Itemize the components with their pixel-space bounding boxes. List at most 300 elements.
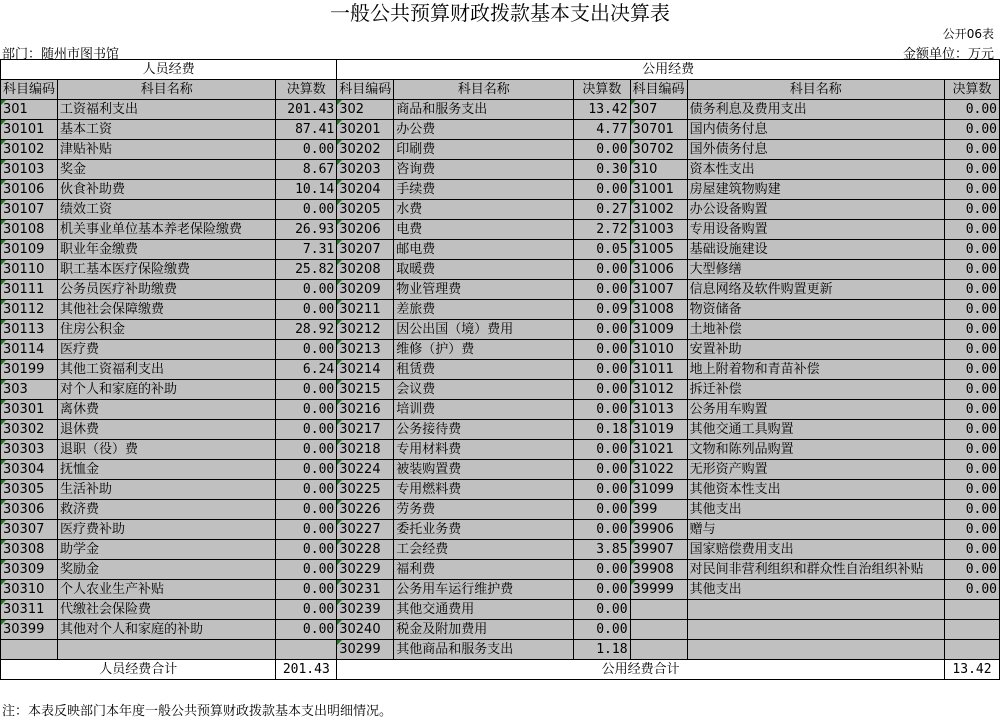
cell-code: 31002 — [630, 200, 687, 220]
cell-code: 30702 — [630, 140, 687, 160]
cell-name: 因公出国（境）费用 — [394, 320, 574, 340]
table-row — [1, 580, 1000, 600]
cell-amount: 0.00 — [944, 340, 999, 360]
cell-amount: 0.00 — [574, 500, 630, 520]
cell-code: 30108 — [1, 220, 58, 240]
cell-amount: 0.00 — [574, 140, 630, 160]
form-code: 公开06表 — [942, 27, 994, 41]
cell-name: 离休费 — [58, 400, 276, 420]
cell-amount: 0.00 — [276, 280, 337, 300]
cell-code: 31012 — [630, 380, 687, 400]
cell-name: 咨询费 — [394, 160, 574, 180]
public-total-amount: 13.42 — [944, 660, 999, 680]
cell-code: 30202 — [337, 140, 394, 160]
cell-amount: 28.92 — [276, 320, 337, 340]
table-row — [1, 560, 1000, 580]
cell-code: 39999 — [630, 580, 687, 600]
cell-name: 公务接待费 — [394, 420, 574, 440]
cell-amount: 0.00 — [276, 380, 337, 400]
table-row — [1, 180, 1000, 200]
cell-amount: 0.00 — [276, 520, 337, 540]
cell-amount: 0.00 — [944, 280, 999, 300]
col-header-amount: 决算数 — [944, 80, 999, 100]
cell-code: 30302 — [1, 420, 58, 440]
cell-amount: 0.00 — [276, 420, 337, 440]
cell-code: 30109 — [1, 240, 58, 260]
cell-code: 30201 — [337, 120, 394, 140]
department-label: 部门：随州市图书馆 — [2, 47, 120, 62]
cell-name: 水费 — [394, 200, 574, 220]
table-row — [1, 320, 1000, 340]
cell-code: 30112 — [1, 300, 58, 320]
cell-name: 津贴补贴 — [58, 140, 276, 160]
cell-name: 个人农业生产补贴 — [58, 580, 276, 600]
cell-amount: 0.00 — [944, 140, 999, 160]
cell-amount — [276, 640, 337, 660]
cell-amount: 0.00 — [276, 500, 337, 520]
cell-amount: 0.00 — [574, 280, 630, 300]
cell-amount: 0.00 — [276, 400, 337, 420]
cell-amount: 2.72 — [574, 220, 630, 240]
cell-code: 30308 — [1, 540, 58, 560]
cell-amount: 0.00 — [276, 540, 337, 560]
cell-code: 30217 — [337, 420, 394, 440]
cell-code: 30205 — [337, 200, 394, 220]
cell-amount: 0.00 — [944, 520, 999, 540]
cell-code: 30701 — [630, 120, 687, 140]
cell-code: 30207 — [337, 240, 394, 260]
cell-code: 30103 — [1, 160, 58, 180]
cell-name: 其他资本性支出 — [687, 480, 944, 500]
cell-amount: 0.00 — [574, 460, 630, 480]
cell-code: 30299 — [337, 640, 394, 660]
expenditure-table — [0, 59, 1000, 680]
cell-amount — [944, 600, 999, 620]
personnel-total-amount: 201.43 — [276, 660, 337, 680]
cell-code: 31022 — [630, 460, 687, 480]
cell-code: 31010 — [630, 340, 687, 360]
cell-code: 30303 — [1, 440, 58, 460]
cell-amount: 0.00 — [276, 600, 337, 620]
cell-name: 手续费 — [394, 180, 574, 200]
cell-amount: 0.00 — [944, 440, 999, 460]
cell-code: 31005 — [630, 240, 687, 260]
cell-amount: 0.00 — [944, 580, 999, 600]
cell-code: 31009 — [630, 320, 687, 340]
col-header-name: 科目名称 — [687, 80, 944, 100]
cell-name: 无形资产购置 — [687, 460, 944, 480]
table-row — [1, 600, 1000, 620]
cell-code — [630, 620, 687, 640]
cell-amount: 0.00 — [944, 220, 999, 240]
cell-code: 30111 — [1, 280, 58, 300]
cell-name: 邮电费 — [394, 240, 574, 260]
cell-code: 301 — [1, 100, 58, 120]
cell-amount: 0.00 — [276, 460, 337, 480]
table-row — [1, 280, 1000, 300]
cell-code: 30311 — [1, 600, 58, 620]
cell-code: 30213 — [337, 340, 394, 360]
cell-code: 31006 — [630, 260, 687, 280]
cell-amount: 0.00 — [944, 380, 999, 400]
cell-amount: 0.00 — [944, 120, 999, 140]
cell-code: 30209 — [337, 280, 394, 300]
cell-name: 福利费 — [394, 560, 574, 580]
table-row — [1, 640, 1000, 660]
cell-name — [687, 620, 944, 640]
cell-amount: 0.00 — [944, 360, 999, 380]
cell-code: 31021 — [630, 440, 687, 460]
cell-code — [630, 600, 687, 620]
cell-code: 30307 — [1, 520, 58, 540]
cell-code: 39908 — [630, 560, 687, 580]
cell-amount: 0.00 — [944, 460, 999, 480]
cell-code: 30203 — [337, 160, 394, 180]
cell-amount: 1.18 — [574, 640, 630, 660]
cell-code: 30199 — [1, 360, 58, 380]
cell-amount: 87.41 — [276, 120, 337, 140]
cell-name: 差旅费 — [394, 300, 574, 320]
cell-code: 31001 — [630, 180, 687, 200]
cell-amount: 0.00 — [276, 480, 337, 500]
cell-amount: 0.00 — [574, 520, 630, 540]
cell-code: 30216 — [337, 400, 394, 420]
cell-name: 公务用车购置 — [687, 400, 944, 420]
cell-amount: 0.00 — [944, 260, 999, 280]
table-row — [1, 260, 1000, 280]
table-row — [1, 460, 1000, 480]
table-row — [1, 500, 1000, 520]
cell-name: 被装购置费 — [394, 460, 574, 480]
cell-code: 30102 — [1, 140, 58, 160]
cell-name: 国外债务付息 — [687, 140, 944, 160]
cell-amount: 13.42 — [574, 100, 630, 120]
cell-amount: 0.00 — [944, 560, 999, 580]
cell-code: 30214 — [337, 360, 394, 380]
cell-amount: 0.00 — [574, 620, 630, 640]
cell-code: 30228 — [337, 540, 394, 560]
table-row — [1, 220, 1000, 240]
cell-name: 国家赔偿费用支出 — [687, 540, 944, 560]
cell-amount: 0.00 — [944, 240, 999, 260]
cell-name: 工会经费 — [394, 540, 574, 560]
cell-name: 奖励金 — [58, 560, 276, 580]
cell-name: 其他支出 — [687, 580, 944, 600]
page-title: 一般公共预算财政拨款基本支出决算表 — [330, 1, 670, 25]
cell-amount: 0.05 — [574, 240, 630, 260]
cell-amount: 8.67 — [276, 160, 337, 180]
public-total-label: 公用经费合计 — [337, 660, 945, 680]
cell-name: 专用设备购置 — [687, 220, 944, 240]
cell-name: 资本性支出 — [687, 160, 944, 180]
table-row — [1, 120, 1000, 140]
cell-code: 39907 — [630, 540, 687, 560]
cell-amount — [944, 640, 999, 660]
cell-amount: 25.82 — [276, 260, 337, 280]
table-row — [1, 420, 1000, 440]
cell-name: 其他工资福利支出 — [58, 360, 276, 380]
cell-name: 医疗费 — [58, 340, 276, 360]
cell-name: 生活补助 — [58, 480, 276, 500]
cell-code — [1, 640, 58, 660]
cell-name: 拆迁补偿 — [687, 380, 944, 400]
table-row — [1, 200, 1000, 220]
cell-amount: 4.77 — [574, 120, 630, 140]
table-row — [1, 240, 1000, 260]
col-header-code: 科目编码 — [1, 80, 58, 100]
cell-code: 30114 — [1, 340, 58, 360]
cell-name: 对民间非营利组织和群众性自治组织补贴 — [687, 560, 944, 580]
cell-name: 绩效工资 — [58, 200, 276, 220]
cell-code: 30107 — [1, 200, 58, 220]
cell-name: 土地补偿 — [687, 320, 944, 340]
table-row — [1, 360, 1000, 380]
cell-amount: 0.00 — [276, 620, 337, 640]
cell-code: 30218 — [337, 440, 394, 460]
cell-amount: 0.00 — [276, 340, 337, 360]
totals-row — [1, 660, 1000, 680]
cell-name: 债务利息及费用支出 — [687, 100, 944, 120]
cell-name: 房屋建筑物购建 — [687, 180, 944, 200]
cell-code: 31019 — [630, 420, 687, 440]
cell-amount: 0.00 — [574, 480, 630, 500]
cell-code: 30113 — [1, 320, 58, 340]
cell-code: 30206 — [337, 220, 394, 240]
table-row — [1, 540, 1000, 560]
col-header-code: 科目编码 — [337, 80, 394, 100]
cell-name: 大型修缮 — [687, 260, 944, 280]
table-row — [1, 380, 1000, 400]
cell-amount: 0.00 — [944, 420, 999, 440]
cell-name: 专用材料费 — [394, 440, 574, 460]
cell-code: 31003 — [630, 220, 687, 240]
table-row — [1, 160, 1000, 180]
col-header-name: 科目名称 — [58, 80, 276, 100]
cell-name: 职业年金缴费 — [58, 240, 276, 260]
cell-name: 机关事业单位基本养老保险缴费 — [58, 220, 276, 240]
cell-amount: 0.00 — [944, 200, 999, 220]
cell-amount: 0.00 — [944, 320, 999, 340]
cell-amount: 0.00 — [944, 500, 999, 520]
cell-amount: 0.18 — [574, 420, 630, 440]
cell-name: 物资储备 — [687, 300, 944, 320]
personnel-header: 人员经费 — [1, 60, 337, 80]
cell-amount: 0.00 — [574, 400, 630, 420]
cell-name — [687, 600, 944, 620]
cell-name: 会议费 — [394, 380, 574, 400]
cell-name: 税金及附加费用 — [394, 620, 574, 640]
cell-name: 劳务费 — [394, 500, 574, 520]
cell-code: 30225 — [337, 480, 394, 500]
cell-name: 奖金 — [58, 160, 276, 180]
cell-amount: 0.00 — [276, 300, 337, 320]
cell-code: 30310 — [1, 580, 58, 600]
cell-amount: 0.00 — [574, 380, 630, 400]
cell-amount: 0.00 — [574, 340, 630, 360]
cell-amount: 26.93 — [276, 220, 337, 240]
cell-name: 工资福利支出 — [58, 100, 276, 120]
cell-amount: 0.00 — [944, 180, 999, 200]
unit-label: 金额单位：万元 — [902, 47, 994, 62]
cell-name: 助学金 — [58, 540, 276, 560]
cell-amount: 10.14 — [276, 180, 337, 200]
personnel-total-label: 人员经费合计 — [1, 660, 276, 680]
cell-code: 30211 — [337, 300, 394, 320]
cell-name: 办公费 — [394, 120, 574, 140]
cell-amount: 0.27 — [574, 200, 630, 220]
cell-name: 代缴社会保险费 — [58, 600, 276, 620]
cell-name — [58, 640, 276, 660]
cell-code: 399 — [630, 500, 687, 520]
cell-code: 31007 — [630, 280, 687, 300]
cell-name: 取暖费 — [394, 260, 574, 280]
table-row — [1, 300, 1000, 320]
table-row — [1, 400, 1000, 420]
col-header-name: 科目名称 — [394, 80, 574, 100]
cell-amount: 3.85 — [574, 540, 630, 560]
cell-name: 培训费 — [394, 400, 574, 420]
cell-name: 对个人和家庭的补助 — [58, 380, 276, 400]
cell-amount: 0.00 — [276, 140, 337, 160]
cell-name: 其他社会保障缴费 — [58, 300, 276, 320]
cell-amount: 0.00 — [574, 180, 630, 200]
cell-amount: 0.09 — [574, 300, 630, 320]
cell-name: 国内债务付息 — [687, 120, 944, 140]
cell-code: 31008 — [630, 300, 687, 320]
cell-code: 307 — [630, 100, 687, 120]
cell-code: 30224 — [337, 460, 394, 480]
cell-code: 30226 — [337, 500, 394, 520]
cell-name: 抚恤金 — [58, 460, 276, 480]
footnote: 注：本表反映部门本年度一般公共预算财政拨款基本支出明细情况。 — [2, 704, 393, 719]
cell-code: 30101 — [1, 120, 58, 140]
cell-name: 信息网络及软件购置更新 — [687, 280, 944, 300]
cell-amount: 0.00 — [574, 360, 630, 380]
cell-code: 30208 — [337, 260, 394, 280]
cell-name: 基本工资 — [58, 120, 276, 140]
cell-name: 医疗费补助 — [58, 520, 276, 540]
cell-amount: 0.00 — [574, 600, 630, 620]
cell-name: 公务用车运行维护费 — [394, 580, 574, 600]
cell-amount: 0.00 — [944, 480, 999, 500]
cell-name — [687, 640, 944, 660]
cell-name: 基础设施建设 — [687, 240, 944, 260]
cell-name: 赠与 — [687, 520, 944, 540]
cell-name: 退休费 — [58, 420, 276, 440]
cell-code: 31013 — [630, 400, 687, 420]
cell-amount: 201.43 — [276, 100, 337, 120]
table-row — [1, 480, 1000, 500]
table-row — [1, 140, 1000, 160]
cell-code — [630, 640, 687, 660]
table-row — [1, 340, 1000, 360]
cell-code: 30239 — [337, 600, 394, 620]
cell-name: 电费 — [394, 220, 574, 240]
cell-amount: 0.00 — [276, 200, 337, 220]
cell-code: 30106 — [1, 180, 58, 200]
cell-code: 303 — [1, 380, 58, 400]
cell-code: 30231 — [337, 580, 394, 600]
cell-amount: 0.00 — [574, 440, 630, 460]
cell-code: 30229 — [337, 560, 394, 580]
cell-name: 物业管理费 — [394, 280, 574, 300]
cell-amount: 0.00 — [574, 260, 630, 280]
cell-code: 310 — [630, 160, 687, 180]
cell-amount: 0.00 — [574, 320, 630, 340]
cell-amount: 0.00 — [276, 580, 337, 600]
cell-code: 30306 — [1, 500, 58, 520]
table-row — [1, 520, 1000, 540]
cell-amount — [944, 620, 999, 640]
cell-code: 30305 — [1, 480, 58, 500]
table-row — [1, 620, 1000, 640]
cell-code: 30399 — [1, 620, 58, 640]
cell-name: 商品和服务支出 — [394, 100, 574, 120]
cell-name: 职工基本医疗保险缴费 — [58, 260, 276, 280]
table-row — [1, 440, 1000, 460]
cell-name: 伙食补助费 — [58, 180, 276, 200]
cell-code: 302 — [337, 100, 394, 120]
cell-name: 租赁费 — [394, 360, 574, 380]
cell-name: 其他支出 — [687, 500, 944, 520]
cell-code: 30110 — [1, 260, 58, 280]
cell-amount: 0.00 — [574, 560, 630, 580]
cell-code: 30227 — [337, 520, 394, 540]
cell-code: 39906 — [630, 520, 687, 540]
cell-code: 30204 — [337, 180, 394, 200]
cell-name: 印刷费 — [394, 140, 574, 160]
col-header-code: 科目编码 — [630, 80, 687, 100]
cell-name: 安置补助 — [687, 340, 944, 360]
cell-code: 31099 — [630, 480, 687, 500]
cell-name: 委托业务费 — [394, 520, 574, 540]
cell-amount: 0.30 — [574, 160, 630, 180]
cell-amount: 0.00 — [944, 160, 999, 180]
cell-name: 其他交通费用 — [394, 600, 574, 620]
cell-name: 其他商品和服务支出 — [394, 640, 574, 660]
cell-name: 文物和陈列品购置 — [687, 440, 944, 460]
public-header: 公用经费 — [337, 60, 1000, 80]
col-header-amount: 决算数 — [276, 80, 337, 100]
cell-name: 地上附着物和青苗补偿 — [687, 360, 944, 380]
cell-amount: 6.24 — [276, 360, 337, 380]
cell-code: 30301 — [1, 400, 58, 420]
cell-name: 救济费 — [58, 500, 276, 520]
cell-name: 退职（役）费 — [58, 440, 276, 460]
cell-name: 办公设备购置 — [687, 200, 944, 220]
cell-name: 专用燃料费 — [394, 480, 574, 500]
cell-amount: 0.00 — [944, 400, 999, 420]
cell-amount: 0.00 — [944, 100, 999, 120]
cell-code: 30240 — [337, 620, 394, 640]
cell-code: 30212 — [337, 320, 394, 340]
cell-amount: 7.31 — [276, 240, 337, 260]
cell-code: 30304 — [1, 460, 58, 480]
cell-name: 其他交通工具购置 — [687, 420, 944, 440]
cell-amount: 0.00 — [276, 440, 337, 460]
cell-code: 31011 — [630, 360, 687, 380]
cell-name: 其他对个人和家庭的补助 — [58, 620, 276, 640]
table-row — [1, 100, 1000, 120]
cell-name: 公务员医疗补助缴费 — [58, 280, 276, 300]
cell-amount: 0.00 — [944, 540, 999, 560]
cell-amount: 0.00 — [944, 300, 999, 320]
cell-code: 30309 — [1, 560, 58, 580]
col-header-amount: 决算数 — [574, 80, 630, 100]
cell-amount: 0.00 — [574, 580, 630, 600]
cell-name: 住房公积金 — [58, 320, 276, 340]
cell-name: 维修（护）费 — [394, 340, 574, 360]
